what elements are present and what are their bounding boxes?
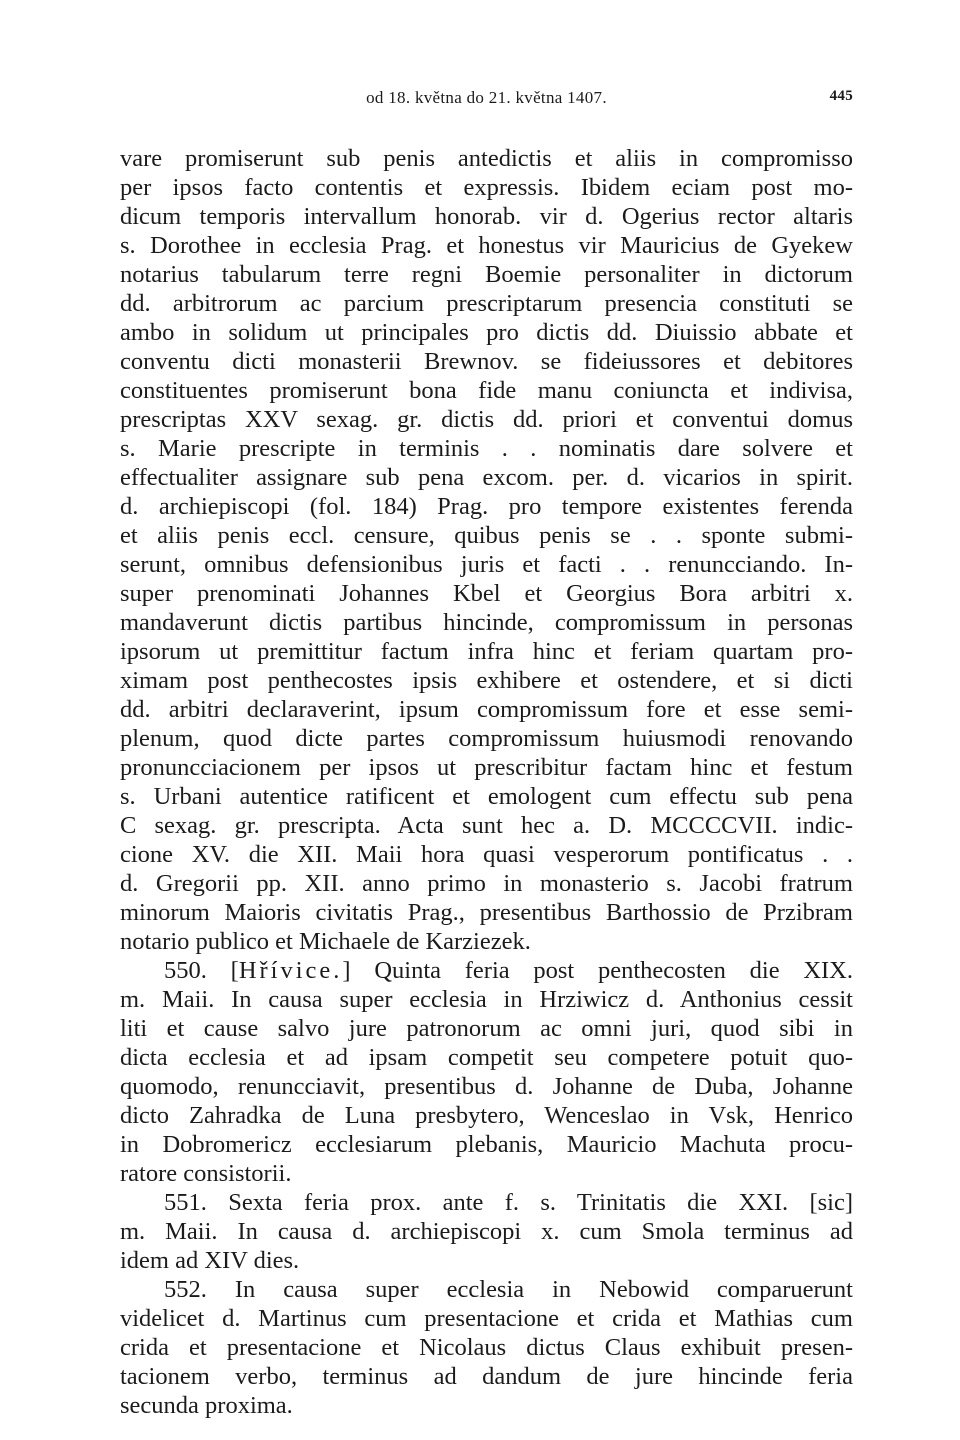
- body-text: [120, 144, 853, 1420]
- text-line: idem ad XIV dies.: [120, 1247, 300, 1274]
- text-line: d. Gregorii pp. XII. anno primo in monasterio s. Jacobi fratrum: [120, 870, 853, 897]
- text-line: et aliis penis eccl. censure, quibus penis se . . sponte submi-: [120, 522, 853, 549]
- text-line: dicto Zahradka de Luna presbytero, Wenceslao in Vsk, Henrico: [120, 1102, 853, 1129]
- text-line: m. Maii. In causa super ecclesia in Hrziwicz d. Anthonius cessit: [120, 986, 853, 1013]
- text-line: per ipsos facto contentis et expressis. Ibidem eciam post mo-: [120, 174, 853, 201]
- text-line: tacionem verbo, terminus ad dandum de jure hincinde feria: [120, 1363, 853, 1390]
- text-line: notario publico et Michaele de Karziezek.: [120, 928, 531, 955]
- text-line: serunt, omnibus defensionibus juris et facti . . renuncciando. In-: [120, 551, 853, 578]
- text-line: plenum, quod dicte partes compromissum huiusmodi renovando: [120, 725, 853, 752]
- text-line: effectualiter assignare sub pena excom. per. d. vicarios in spirit.: [120, 464, 853, 491]
- entry-552-heading: 552. In causa super ecclesia in Nebowid comparuerunt: [164, 1276, 853, 1303]
- text-line: dd. arbitrorum ac parcium prescriptarum presencia constituti se: [120, 290, 853, 317]
- text-line: s. Dorothee in ecclesia Prag. et honestus vir Mauricius de Gyekew: [120, 232, 853, 259]
- text-line: in Dobromericz ecclesiarum plebanis, Mauricio Machuta procu-: [120, 1131, 853, 1158]
- text-line: conventu dicti monasterii Brewnov. se fideiussores et debitores: [120, 348, 853, 375]
- running-head: od 18. května do 21. května 1407.: [366, 88, 607, 107]
- text-line: ximam post penthecostes ipsis exhibere et ostendere, et si dicti: [120, 667, 853, 694]
- text-line: d. archiepiscopi (fol. 184) Prag. pro tempore existentes ferenda: [120, 493, 853, 520]
- text-line: minorum Maioris civitatis Prag., presentibus Barthossio de Przibram: [120, 899, 853, 926]
- text-line: notarius tabularum terre regni Boemie personaliter in dictorum: [120, 261, 853, 288]
- text-line: m. Maii. In causa d. archiepiscopi x. cum Smola terminus ad: [120, 1218, 853, 1245]
- text-line: ratore consistorii.: [120, 1160, 292, 1187]
- text-line: videlicet d. Martinus cum presentacione et crida et Mathias cum: [120, 1305, 853, 1332]
- text-line: vare promiserunt sub penis antedictis et aliis in compromisso: [120, 145, 853, 172]
- text-line: dicum temporis intervallum honorab. vir d. Ogerius rector altaris: [120, 203, 853, 230]
- text-line: mandaverunt dictis partibus hincinde, compromissum in personas: [120, 609, 853, 636]
- text-line: C sexag. gr. prescripta. Acta sunt hec a. D. MCCCCVII. indic-: [120, 812, 853, 839]
- text-line: ipsorum ut premittitur factum infra hinc et feriam quartam pro-: [120, 638, 853, 665]
- text-line: s. Urbani autentice ratificent et emologent cum effectu sub pena: [120, 783, 853, 810]
- place-bracket-close: ]: [342, 957, 351, 984]
- text-line: s. Marie prescripte in terminis . . nominatis dare solvere et: [120, 435, 853, 462]
- text-line: super prenominati Johannes Kbel et Georgius Bora arbitri x.: [120, 580, 853, 607]
- text-line: constituentes promiserunt bona fide manu coniuncta et indivisa,: [120, 377, 853, 404]
- text-line: prescriptas XXV sexag. gr. dictis dd. priori et conventui domus: [120, 406, 853, 433]
- text-line: liti et cause salvo jure patronorum ac omni juri, quod sibi in: [120, 1015, 853, 1042]
- text-line: ambo in solidum ut principales pro dictis dd. Diuissio abbate et: [120, 319, 853, 346]
- place-bracket-open: [: [230, 957, 239, 984]
- page-header: [120, 88, 853, 114]
- text-line: dd. arbitri declaraverint, ipsum compromissum fore et esse semi-: [120, 696, 853, 723]
- text-line: secunda proxima.: [120, 1392, 293, 1419]
- entry-550-heading: [120, 956, 853, 985]
- text-line: pronuncciacionem per ipsos ut prescribitur factam hinc et festum: [120, 754, 853, 781]
- entry-551-heading: 551. Sexta feria prox. ante f. s. Trinitatis die XXI. [sic]: [164, 1189, 853, 1216]
- place-name: Hřívice.: [238, 957, 343, 984]
- text-line: crida et presentacione et Nicolaus dictus Claus exhibuit presen-: [120, 1334, 853, 1361]
- entry-number: 550.: [164, 957, 207, 984]
- text-line: dicta ecclesia et ad ipsam competit seu competere potuit quo-: [120, 1044, 853, 1071]
- text-line: cione XV. die XII. Maii hora quasi vesperorum pontificatus . .: [120, 841, 853, 868]
- text-line: quomodo, renuncciavit, presentibus d. Johanne de Duba, Johanne: [120, 1073, 853, 1100]
- page-number: 445: [829, 88, 853, 104]
- entry-heading-rest: Quinta feria post penthecosten die XIX.: [350, 957, 853, 984]
